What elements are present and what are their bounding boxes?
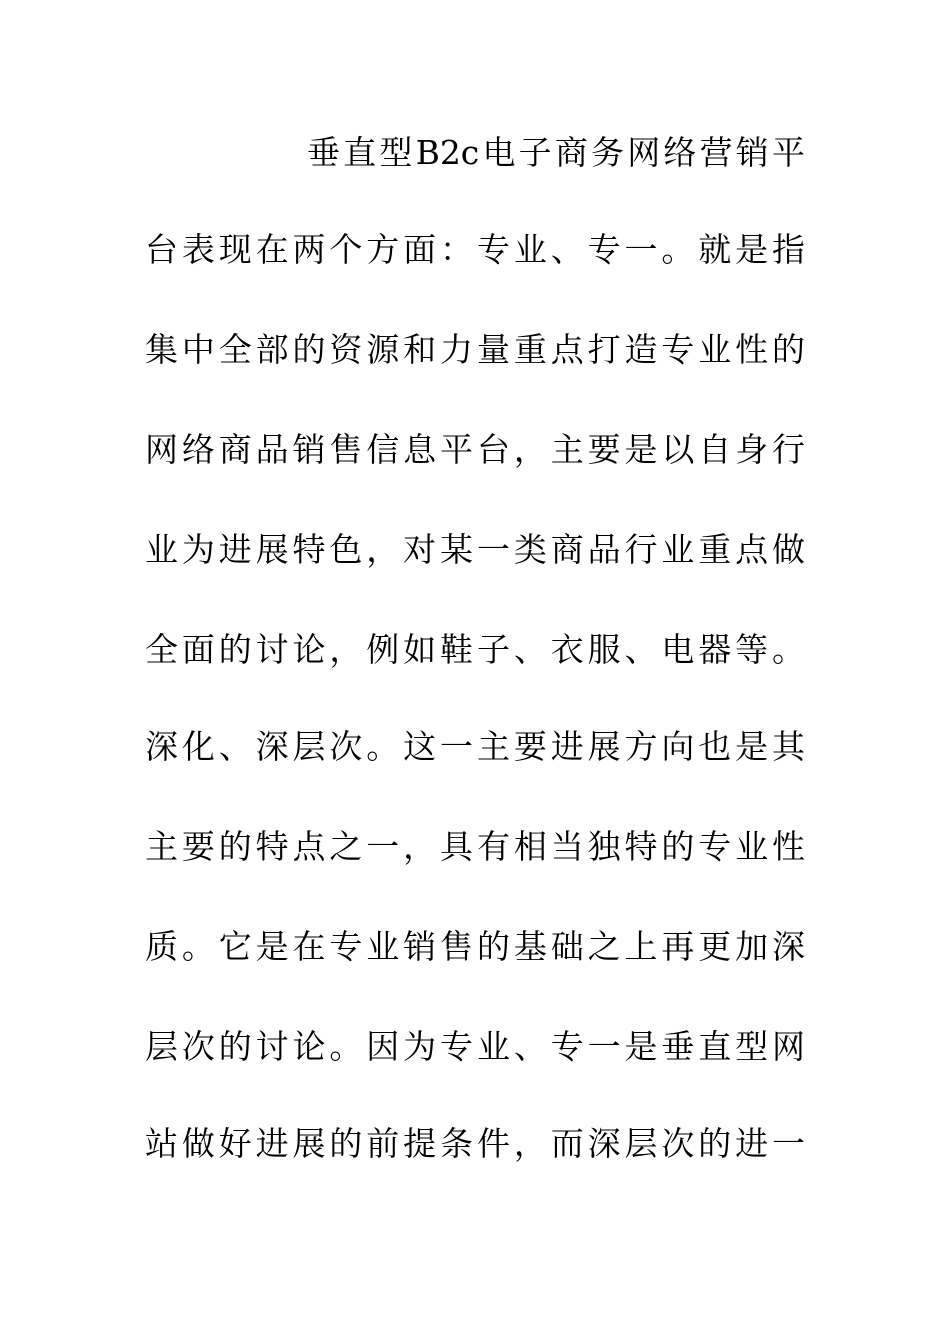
text-line-10: 层次的讨论。因为专业、专一是垂直型网 — [145, 1027, 805, 1066]
text-line-5: 业为进展特色，对某一类商品行业重点做 — [145, 530, 805, 569]
text-line-11: 站做好进展的前提条件，而深层次的进一 — [145, 1124, 805, 1163]
text-line-4: 网络商品销售信息平台，主要是以自身行 — [145, 430, 805, 469]
text-line-9: 质。它是在专业销售的基础之上再更加深 — [145, 927, 805, 966]
text-line-2: 台表现在两个方面：专业、专一。就是指 — [145, 230, 805, 269]
text-line-6: 全面的讨论，例如鞋子、衣服、电器等。 — [145, 630, 805, 669]
text-line-8: 主要的特点之一，具有相当独特的专业性 — [145, 827, 805, 866]
text-line-1: 垂直型B2c电子商务网络营销平 — [307, 133, 805, 172]
text-line-7: 深化、深层次。这一主要进展方向也是其 — [145, 727, 805, 766]
text-line-3: 集中全部的资源和力量重点打造专业性的 — [145, 330, 805, 369]
